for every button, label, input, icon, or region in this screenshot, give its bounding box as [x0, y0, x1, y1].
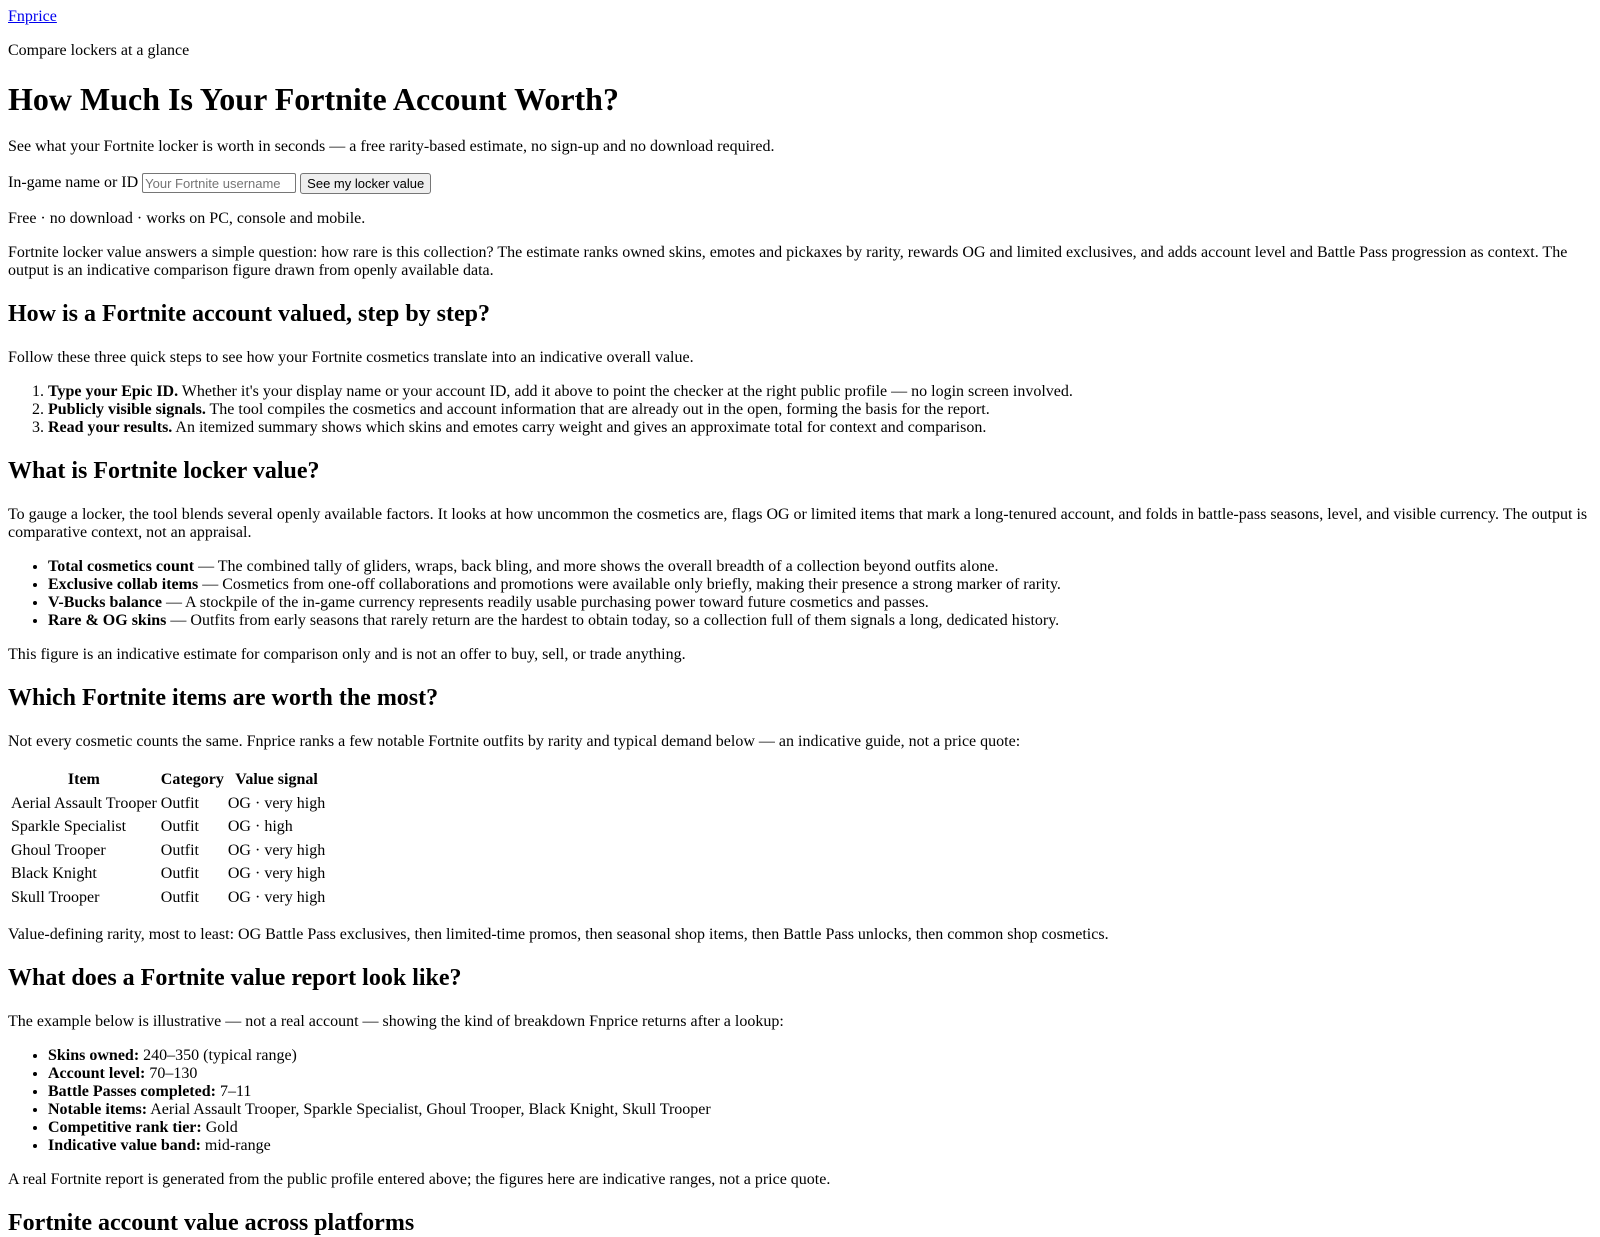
rarity-note: Value-defining rarity, most to least: OG Battle Pass exclusives, then limited-time promos, then seasonal shop items, then Battle Pass unlocks, then common shop cosmetics. [8, 926, 1109, 943]
brand-link[interactable]: Fnprice [8, 8, 57, 25]
report-field [48, 1083, 1592, 1101]
factor-item [48, 612, 1592, 630]
table-row [10, 840, 326, 862]
report-heading: What does a Fortnite value report look like? [8, 965, 462, 991]
factor-title: Exclusive collab items [48, 576, 199, 593]
factor-title: Rare & OG skins [48, 612, 167, 629]
table-row [10, 816, 326, 838]
report-field [48, 1065, 1592, 1083]
step-title: Type your Epic ID. [48, 383, 179, 400]
report-field-value: 7–11 [215, 1083, 252, 1100]
report-field [48, 1119, 1592, 1137]
item-name-cell: Black Knight [11, 865, 97, 882]
items-table [8, 767, 328, 910]
item-name-cell: Aerial Assault Trooper [11, 794, 157, 812]
report-fields-list [8, 1047, 1592, 1155]
step-text: An itemized summary shows which skins and emotes carry weight and gives an approximate total for context and comparison. [172, 419, 987, 436]
tagline: Compare lockers at a glance [8, 42, 190, 59]
items-intro: Not every cosmetic counts the same. Fnprice ranks a few notable Fortnite outfits by rarity and typical demand below — an indicative guide, not a price quote: [8, 733, 1021, 750]
item-category-cell: Outfit [160, 888, 199, 906]
report-field-label: Skins owned: [48, 1047, 140, 1064]
report-field [48, 1101, 1592, 1119]
item-category-cell: Outfit [160, 818, 199, 835]
report-field-value: 240–350 (typical range) [139, 1047, 297, 1064]
report-field-value: Aerial Assault Trooper, Sparkle Specialist, Ghoul Trooper, Black Knight, Skull Trooper [147, 1101, 711, 1118]
report-field-value: mid-range [200, 1137, 271, 1154]
factor-item [48, 594, 1592, 612]
locker-heading: What is Fortnite locker value? [8, 458, 320, 484]
step-text: Whether it's your display name or your account ID, add it above to point the checker at the right public profile — no login screen involved. [178, 383, 1073, 400]
report-footnote: A real Fortnite report is generated from the public profile entered above; the figures here are indicative ranges, not a price quote. [8, 1171, 831, 1188]
factor-text: — Cosmetics from one-off collaborations and promotions were available only briefly, making their presence a strong marker of rarity. [198, 576, 1061, 593]
item-category-cell: Outfit [160, 794, 199, 812]
step-title: Publicly visible signals. [48, 401, 206, 418]
items-heading: Which Fortnite items are worth the most? [8, 685, 439, 711]
item-value-cell: OG · very high [227, 865, 326, 882]
step-text: The tool compiles the cosmetics and account information that are already out in the open, forming the basis for the report. [205, 401, 990, 418]
locker-disclaimer: This figure is an indicative estimate for comparison only and is not an offer to buy, sell, or trade anything. [8, 646, 686, 663]
report-field-value: Gold [201, 1119, 238, 1136]
factors-list [8, 558, 1592, 630]
step-item [48, 419, 1592, 437]
locker-intro: To gauge a locker, the tool blends several openly available factors. It looks at how uncommon the cosmetics are, flags OG or limited items that mark a long-tenured account, and folds in battle-pass seasons, level, and visible currency. The output is comparative context, not an appraisal. [8, 506, 1588, 541]
steps-list [8, 383, 1592, 437]
lookup-form [8, 172, 1592, 194]
factor-text: — The combined tally of gliders, wraps, back bling, and more shows the overall breadth of a collection beyond outfits alone. [194, 558, 999, 575]
item-value-cell: OG · very high [227, 841, 326, 859]
hero-intro: See what your Fortnite locker is worth in seconds — a free rarity-based estimate, no sign-up and no download required. [8, 138, 775, 155]
table-header-row [10, 769, 326, 791]
steps-intro: Follow these three quick steps to see how your Fortnite cosmetics translate into an indicative overall value. [8, 349, 694, 366]
column-header: Category [160, 771, 224, 788]
item-value-cell: OG · very high [227, 888, 326, 906]
report-field-label: Battle Passes completed: [48, 1083, 216, 1100]
report-field [48, 1137, 1592, 1155]
steps-heading: How is a Fortnite account valued, step by step? [8, 301, 490, 327]
table-row [10, 887, 326, 909]
report-field-value: 70–130 [145, 1065, 198, 1082]
item-category-cell: Outfit [160, 841, 199, 859]
column-header: Item [67, 771, 100, 788]
page-title: How Much Is Your Fortnite Account Worth? [8, 81, 619, 117]
item-name-cell: Sparkle Specialist [11, 818, 127, 835]
item-value-cell: OG · high [227, 818, 293, 835]
report-field-label: Account level: [48, 1065, 146, 1082]
step-title: Read your results. [48, 419, 173, 436]
summary-paragraph: Fortnite locker value answers a simple question: how rare is this collection? The estimate ranks owned skins, emotes and pickaxes by rarity, rewards OG and limited exclusives, and adds account level and Battle Pass progression as context. The output is an indicative comparison figure drawn from openly available data. [8, 244, 1568, 279]
step-item [48, 383, 1592, 401]
see-locker-value-button[interactable]: See my locker value [300, 173, 431, 194]
table-row [10, 863, 326, 885]
item-value-cell: OG · very high [227, 794, 326, 812]
factor-title: V-Bucks balance [48, 594, 162, 611]
report-field-label: Indicative value band: [48, 1137, 201, 1154]
username-label: In-game name or ID [8, 174, 139, 191]
factor-item [48, 576, 1592, 594]
report-field [48, 1047, 1592, 1065]
step-item [48, 401, 1592, 419]
factor-title: Total cosmetics count [48, 558, 195, 575]
factor-text: — Outfits from early seasons that rarely return are the hardest to obtain today, so a collection full of them signals a long, dedicated history. [166, 612, 1060, 629]
factor-item [48, 558, 1592, 576]
username-input[interactable] [142, 173, 296, 193]
report-field-label: Competitive rank tier: [48, 1119, 202, 1136]
item-name-cell: Ghoul Trooper [11, 841, 106, 859]
platforms-heading: Fortnite account value across platforms [8, 1210, 415, 1236]
report-intro: The example below is illustrative — not a real account — showing the kind of breakdown Fnprice returns after a lookup: [8, 1013, 784, 1030]
item-name-cell: Skull Trooper [11, 888, 100, 906]
search-note: Free · no download · works on PC, console and mobile. [8, 210, 366, 227]
item-category-cell: Outfit [160, 865, 199, 882]
factor-text: — A stockpile of the in-game currency represents readily usable purchasing power toward future cosmetics and passes. [161, 594, 929, 611]
column-header: Value signal [235, 771, 318, 788]
report-field-label: Notable items: [48, 1101, 148, 1118]
table-row [10, 793, 326, 815]
